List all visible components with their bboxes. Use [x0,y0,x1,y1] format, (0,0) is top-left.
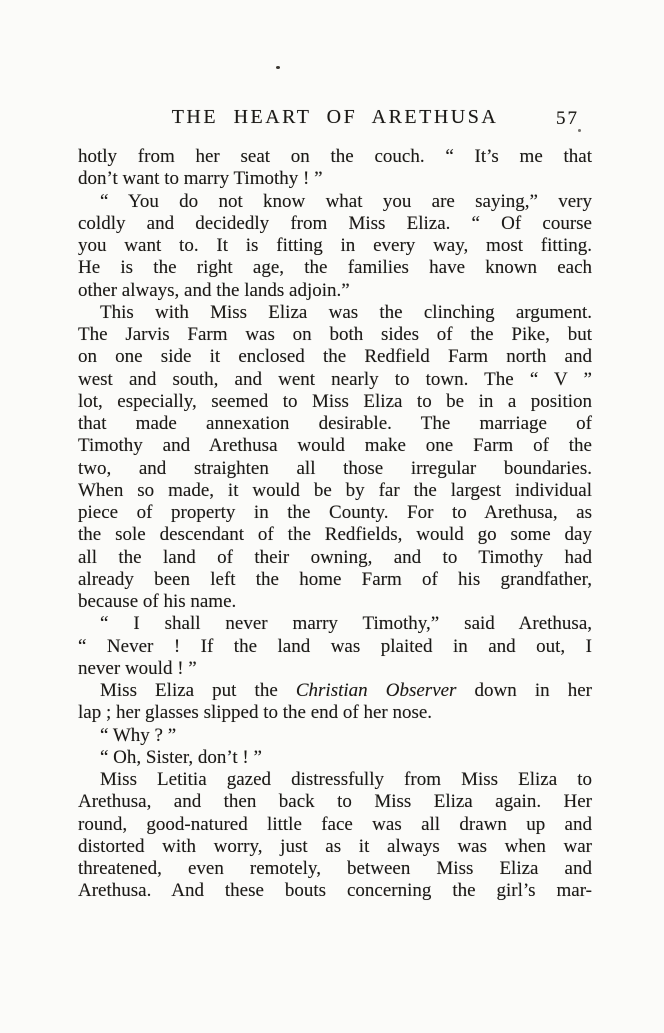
text-line: “ Why ? ” [100,724,177,746]
text-line: He is the right age, the families have known each [78,257,592,279]
text-line: piece of property in the County. For to Arethusa, as [78,502,592,523]
text-line: This with Miss Eliza was the clinching argument. [100,301,592,323]
ink-speck-artifact [276,66,280,69]
paragraph [78,747,592,769]
text-line: all the land of their owning, and to Timothy had [78,546,592,568]
paragraph [78,146,592,191]
paragraph [78,725,592,747]
text-line: Timothy and Arethusa would make one Farm of the [78,435,592,457]
text-line: Arethusa, and then back to Miss Eliza again. Her [78,791,592,813]
paragraph [78,191,592,302]
text-line: lot, especially, seemed to Miss Eliza to be in a position [78,390,592,412]
text-line: When so made, it would be by far the largest individual [78,479,592,501]
page-number: 57 [556,108,579,129]
running-title: THE HEART OF ARETHUSA [171,106,499,128]
text-line: hotly from her seat on the couch. “ It’s me that [78,146,592,167]
text-line: “ You do not know what you are saying,” very [100,190,592,212]
text-line: Miss Eliza put the Christian Observer down in her [100,680,592,701]
paragraph [78,613,592,680]
text-line: don’t want to marry Timothy ! ” [78,168,323,190]
text-line: threatened, even remotely, between Miss Eliza and [78,858,592,879]
text-line: coldly and decidedly from Miss Eliza. “ Of course [78,212,592,234]
text-line: Miss Letitia gazed distressfully from Miss Eliza to [100,769,592,790]
text-line: the sole descendant of the Redfields, would go some day [78,524,592,546]
paragraph [78,680,592,725]
text-line: other always, and the lands adjoin.” [78,279,350,301]
text-line: you want to. It is fitting in every way, most fitting. [78,235,592,256]
text-line: “ I shall never marry Timothy,” said Arethusa, [100,613,592,635]
text-line: never would ! ” [78,657,197,679]
text-line: The Jarvis Farm was on both sides of the Pike, but [78,324,592,345]
paragraph [78,769,592,903]
text-line: Arethusa. And these bouts concerning the girl’s mar- [78,880,592,902]
text-line: on one side it enclosed the Redfield Farm north and [78,346,592,368]
text-line: that made annexation desirable. The marriage of [78,413,592,434]
text-line: already been left the home Farm of his grandfather, [78,568,592,590]
text-line: lap ; her glasses slipped to the end of her nose. [78,702,433,724]
text-line: round, good-natured little face was all drawn up and [78,813,592,835]
text-line: west and south, and went nearly to town. The “ V ” [78,368,592,390]
text-line: “ Oh, Sister, don’t ! ” [100,746,262,768]
text-line: “ Never ! If the land was plaited in and out, I [78,635,592,657]
page-text [78,146,592,903]
text-line: two, and straighten all those irregular boundaries. [78,457,592,479]
text-line: distorted with worry, just as it always was when war [78,835,592,857]
paragraph [78,302,592,614]
text-line: because of his name. [78,591,237,612]
running-header [78,106,592,132]
